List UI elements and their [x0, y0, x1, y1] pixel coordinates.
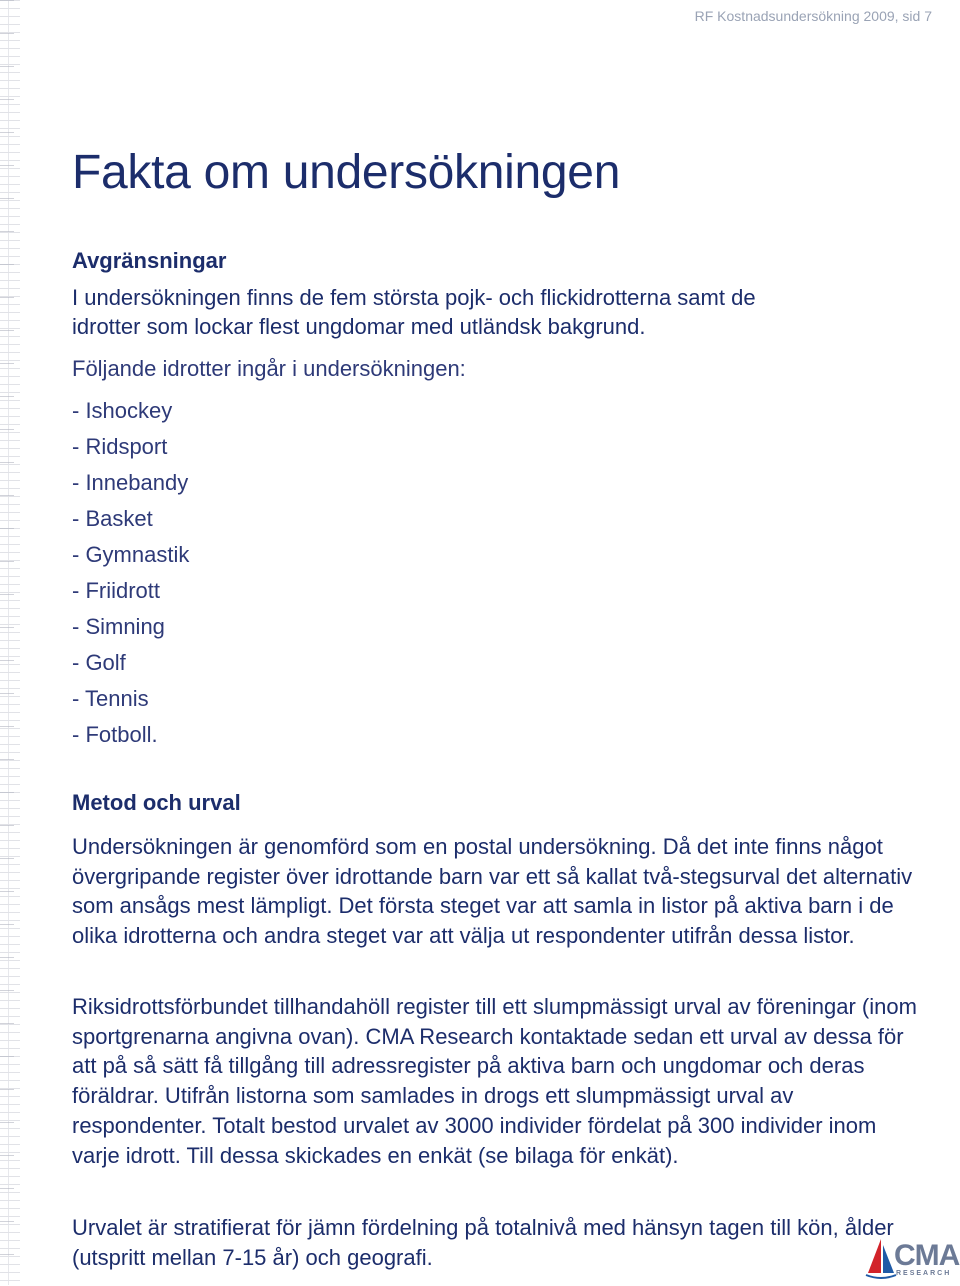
- list-item: - Innebandy: [72, 470, 189, 495]
- section-heading-metod-och-urval: Metod och urval: [72, 790, 241, 815]
- intro-line-1: I undersökningen finns de fem största pojk- och flickidrotterna samt de: [72, 285, 756, 310]
- intro-line-2: idrotter som lockar flest ungdomar med utländsk bakgrund.: [72, 314, 646, 339]
- list-item: - Fotboll.: [72, 722, 158, 747]
- list-item: - Ridsport: [72, 434, 168, 459]
- method-paragraph-3: Urvalet är stratifierat för jämn fördelning på totalnivå med hänsyn tagen till kön, ålder (utspritt mellan 7-15 år) och geografi.: [72, 1215, 894, 1270]
- method-paragraph-1: Undersökningen är genomförd som en postal undersökning. Då det inte finns något övergripande register över idrottande barn var ett så kallat två-stegsurval det alternativ som ansågs mest lämpligt. Det första steget var att samla in listor på aktiva barn i de olika idrotterna och andra steget var att välja ut respondenter utifrån dessa listor.: [72, 834, 913, 949]
- method-paragraph-2: Riksidrottsförbundet tillhandahöll register till ett slumpmässigt urval av föreningar (inom sportgrenarna angivna ovan). CMA Research kontaktade sedan ett urval av dessa för att på så sätt få tillgång till adressregister på aktiva barn och ungdomar och deras föräldrar. Utifrån listorna som samlades in drogs ett slumpmässigt urval av respondenter. Totalt bestod urvalet av 3000 individer fördelat på 300 individer inom varje idrott. Till dessa skickades en enkät (se bilaga för enkät).: [72, 994, 917, 1168]
- header-note: RF Kostnadsundersökning 2009, sid 7: [694, 8, 932, 24]
- list-item: - Tennis: [72, 686, 149, 711]
- list-item: - Ishockey: [72, 398, 173, 423]
- logo-subtext: RESEARCH: [896, 1270, 952, 1277]
- list-item: - Simning: [72, 614, 165, 639]
- sports-list: [72, 396, 189, 756]
- list-item: - Golf: [72, 650, 126, 675]
- section-heading-avgransningar: Avgränsningar: [72, 248, 227, 273]
- list-intro: Följande idrotter ingår i undersökningen:: [72, 356, 466, 381]
- sail-icon: [864, 1237, 898, 1281]
- list-item: - Basket: [72, 506, 153, 531]
- page-ruler-major-ticks: [0, 0, 14, 1285]
- list-item: - Gymnastik: [72, 542, 190, 567]
- cma-research-logo: [864, 1237, 960, 1281]
- page-title: Fakta om undersökningen: [72, 146, 621, 199]
- list-item: - Friidrott: [72, 578, 160, 603]
- logo-text: CMA: [894, 1239, 960, 1272]
